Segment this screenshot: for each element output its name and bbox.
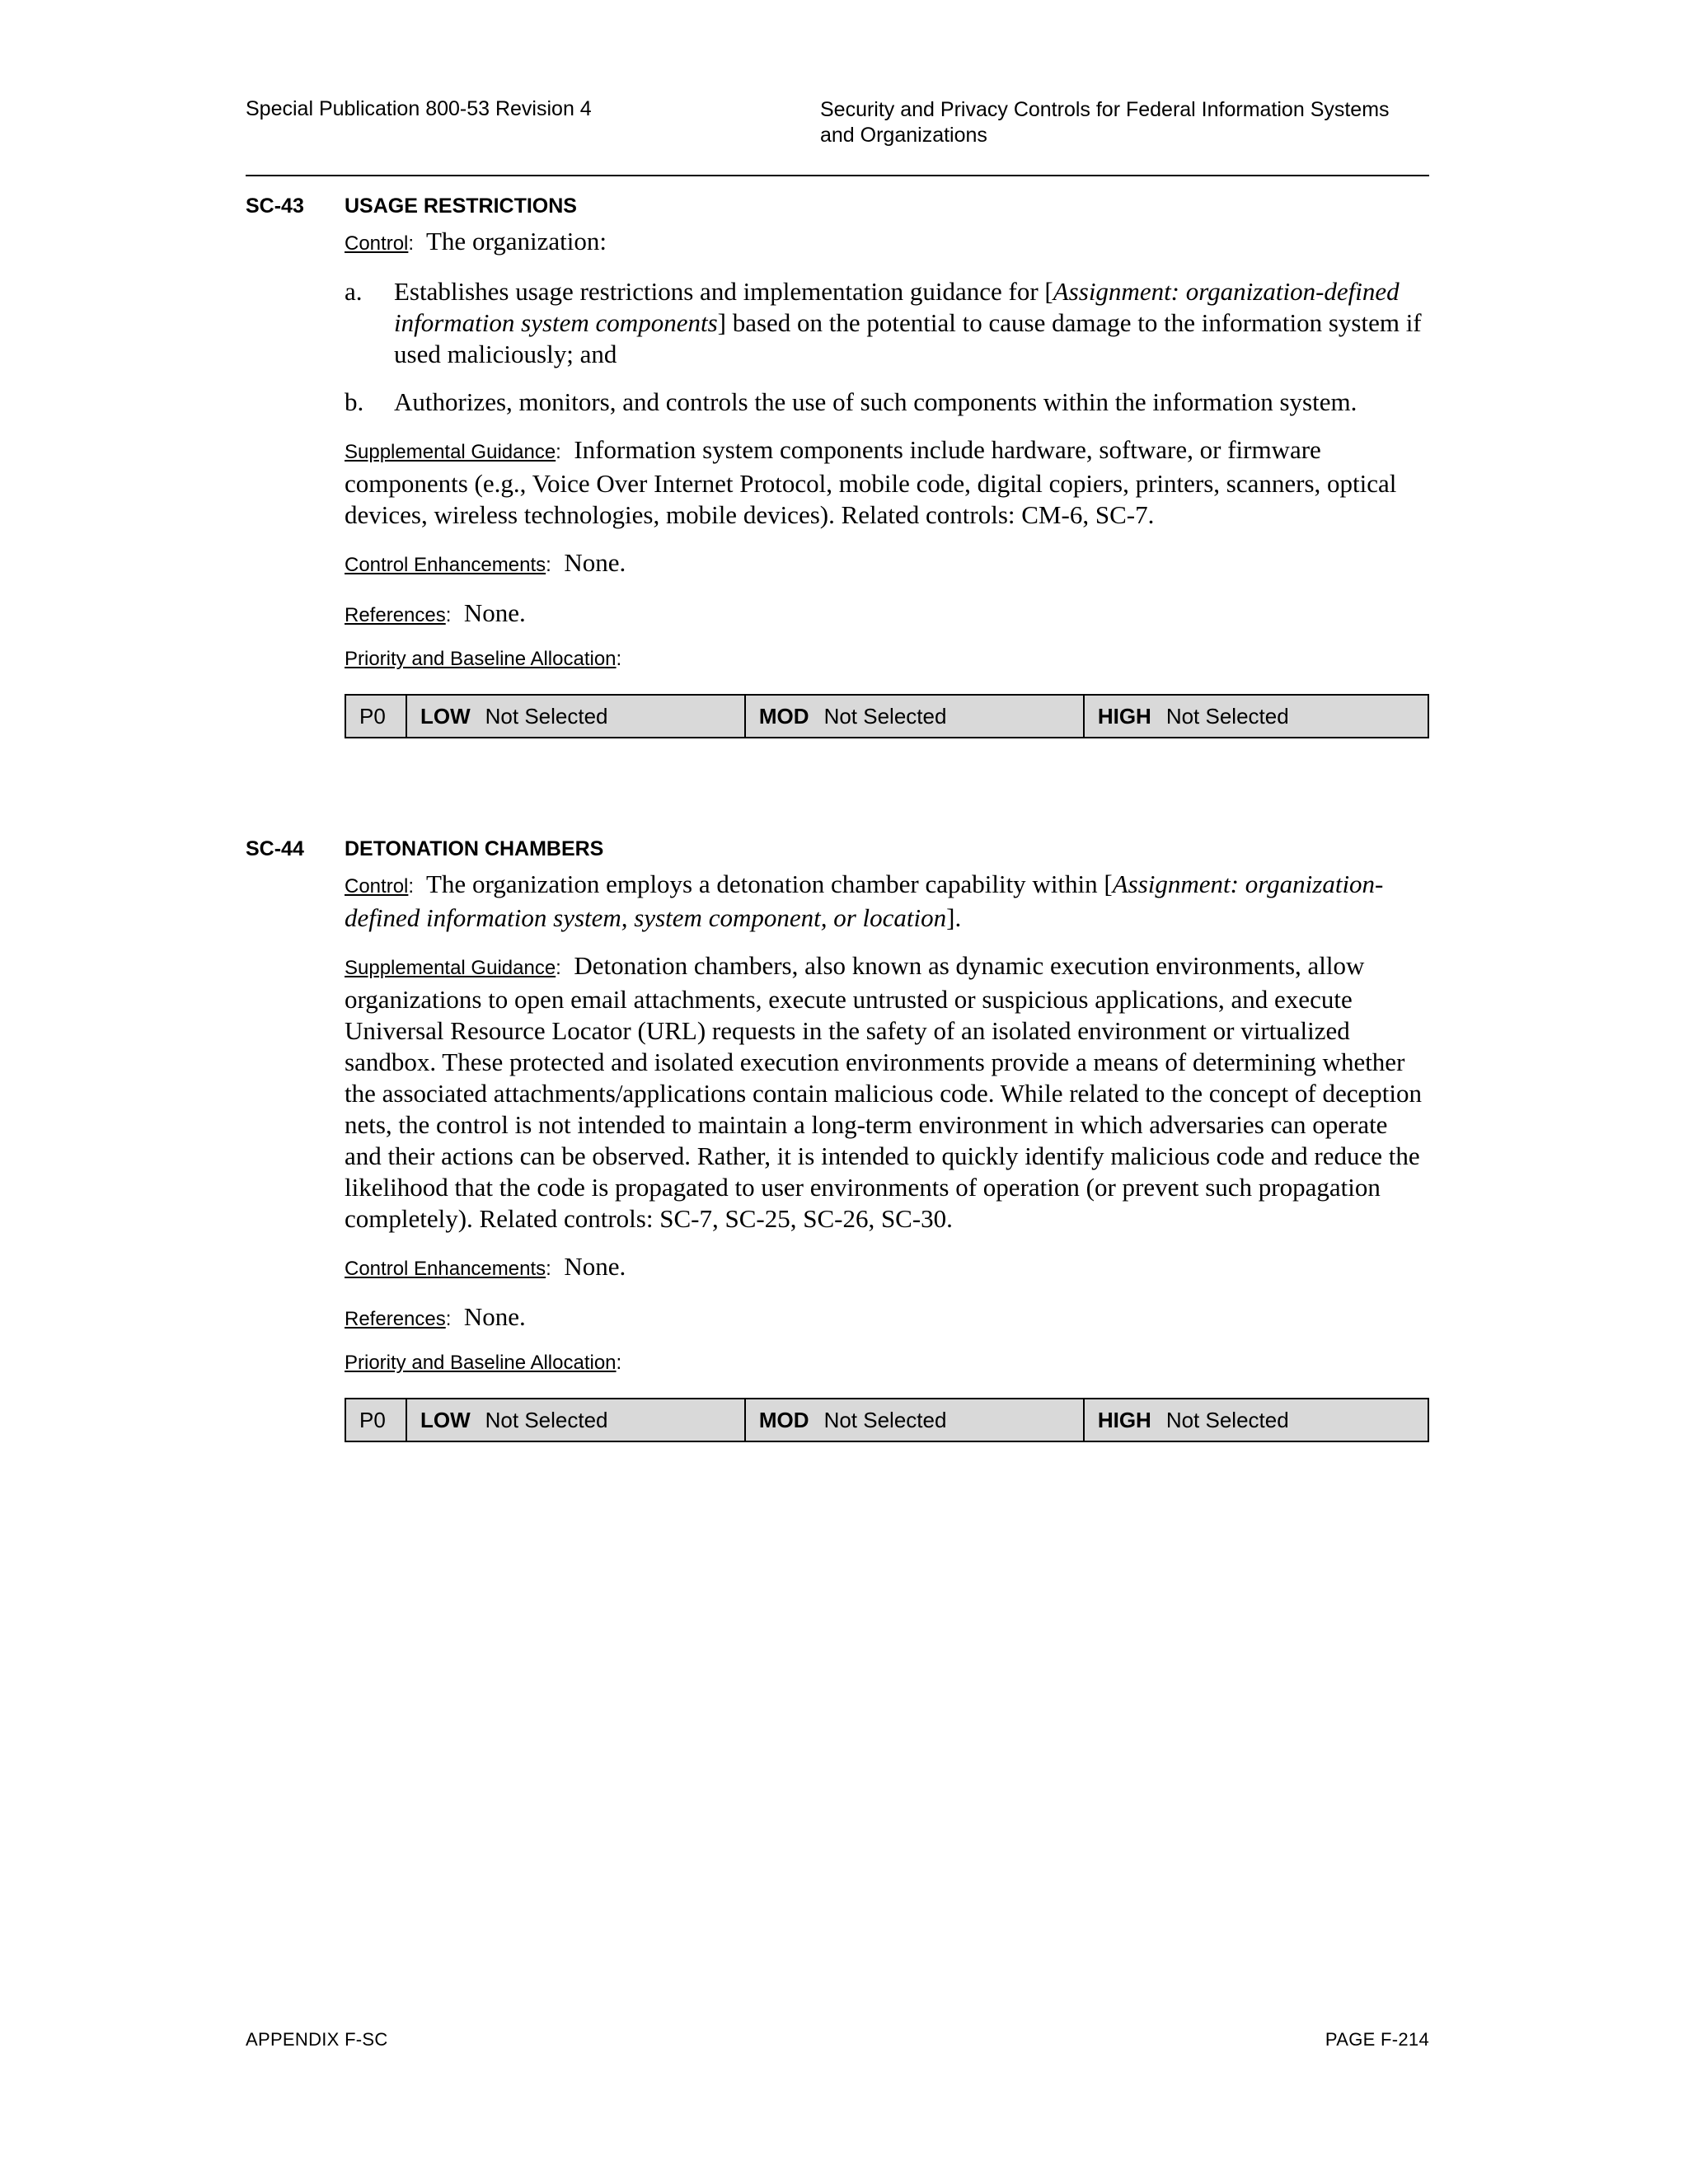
mod-value: Not Selected	[823, 1407, 947, 1432]
section-heading	[246, 837, 1429, 867]
control-id: SC-43	[246, 194, 304, 218]
table-row	[345, 1399, 1428, 1441]
item-text-post: ] based on the potential to cause damage to the information system if used maliciously; and	[394, 308, 1422, 368]
control-enhancements: Control Enhancements: None.	[345, 1252, 626, 1281]
header-document-title-line1: Security and Privacy Controls for Federal Information Systems	[820, 98, 1390, 121]
section-heading	[246, 194, 1429, 224]
mod-label: MOD	[758, 703, 809, 729]
references-text: None.	[463, 1302, 526, 1331]
references-label: References	[345, 1308, 446, 1330]
control-label: Control	[345, 232, 409, 255]
priority-heading: Priority and Baseline Allocation:	[345, 648, 622, 670]
references-label: References	[345, 604, 446, 626]
control-title: USAGE RESTRICTIONS	[345, 194, 577, 218]
control-item-a	[345, 276, 1429, 370]
table-row	[345, 695, 1428, 738]
control-text-pre: The organization employs a detonation chamber capability within [	[426, 869, 1113, 898]
control-text: The organization:	[426, 227, 607, 255]
references: References: None.	[345, 1302, 526, 1331]
enhancements-text: None.	[564, 1252, 626, 1281]
high-value: Not Selected	[1165, 703, 1289, 729]
item-text: Authorizes, monitors, and controls the use of such components within the information system.	[394, 387, 1357, 416]
references: References: None.	[345, 598, 526, 627]
priority-baseline-table	[345, 1398, 1429, 1442]
item-marker: b.	[345, 387, 364, 416]
enhancements-label: Control Enhancements	[345, 1258, 546, 1280]
supplemental-guidance: Supplemental Guidance: Information system components include hardware, software, or firmware components (e.g., Voice Over Internet Protocol, mobile code, digital copiers, printers, scanners, optical devices, wireless technologies, mobile devices). Related controls: CM-6, SC-7.	[345, 435, 1397, 529]
item-assignment: Assignment: organization-defined information system components	[394, 277, 1400, 337]
high-baseline-cell	[1084, 695, 1428, 738]
header-divider	[246, 175, 1429, 176]
high-value: Not Selected	[1165, 1407, 1289, 1432]
enhancements-label: Control Enhancements	[345, 554, 546, 576]
control-section-sc-43	[246, 194, 1429, 738]
low-label: LOW	[420, 703, 471, 729]
mod-value: Not Selected	[823, 703, 947, 729]
header-publication-title: Special Publication 800-53 Revision 4	[246, 97, 592, 120]
high-label: HIGH	[1097, 1407, 1151, 1432]
high-baseline-cell	[1084, 1399, 1428, 1441]
header-document-title	[820, 97, 1390, 148]
control-statement: Control: The organization employs a detonation chamber capability within [Assignment: organization-defined information system, system component, or location].	[345, 869, 1384, 932]
guidance-label: Supplemental Guidance	[345, 957, 556, 979]
high-label: HIGH	[1097, 703, 1151, 729]
priority-cell: P0	[345, 695, 406, 738]
priority-cell: P0	[345, 1399, 406, 1441]
references-text: None.	[463, 598, 526, 627]
section-body	[345, 869, 1429, 1442]
control-section-sc-44	[246, 837, 1429, 1442]
control-statement: Control: The organization:	[345, 227, 607, 255]
guidance-text: Information system components include hardware, software, or firmware components (e.g., Voice Over Internet Protocol, mobile code, digital copiers, printers, scanners, optical devices, wireless technologies, mobile devices). Related controls: CM-6, SC-7.	[345, 435, 1397, 529]
priority-label: Priority and Baseline Allocation	[345, 648, 617, 670]
mod-baseline-cell	[745, 1399, 1084, 1441]
item-marker: a.	[345, 277, 363, 306]
low-baseline-cell	[406, 1399, 745, 1441]
item-text-pre: Establishes usage restrictions and implementation guidance for [	[394, 277, 1053, 306]
page-number: PAGE F-214	[1325, 2029, 1429, 2050]
control-title: DETONATION CHAMBERS	[345, 837, 604, 860]
mod-label: MOD	[758, 1407, 809, 1432]
footer-appendix: APPENDIX F-SC	[246, 2029, 388, 2050]
mod-baseline-cell	[745, 695, 1084, 738]
control-label: Control	[345, 875, 409, 898]
supplemental-guidance: Supplemental Guidance: Detonation chambers, also known as dynamic execution environments, allow organizations to open email attachments, execute untrusted or suspicious applications, and execute Universal Resource Locator (URL) requests in the safety of an isolated environment or virtualized sandbox. These protected and isolated execution environments provide a means of determining whether the associated attachments/applications contain malicious code. While related to the concept of deception nets, the control is not intended to maintain a long-term environment in which adversaries can operate and their actions can be observed. Rather, it is intended to quickly identify malicious code and reduce the likelihood that the code is propagated to user environments of operation (or prevent such propagation completely). Related controls: SC-7, SC-25, SC-26, SC-30.	[345, 951, 1422, 1233]
low-value: Not Selected	[485, 1407, 608, 1432]
low-value: Not Selected	[485, 703, 608, 729]
control-id: SC-44	[246, 837, 304, 860]
header-document-title-line2: and Organizations	[820, 124, 987, 147]
control-item-b	[345, 387, 1429, 418]
low-label: LOW	[420, 1407, 471, 1432]
guidance-text: Detonation chambers, also known as dynamic execution environments, allow organizations to open email attachments, execute untrusted or suspicious applications, and execute Universal Resource Locator (URL) requests in the safety of an isolated environment or virtualized sandbox. These protected and isolated execution environments provide a means of determining whether the associated attachments/applications contain malicious code. While related to the concept of deception nets, the control is not intended to maintain a long-term environment in which adversaries can operate and their actions can be observed. Rather, it is intended to quickly identify malicious code and reduce the likelihood that the code is propagated to user environments of operation (or prevent such propagation completely). Related controls: SC-7, SC-25, SC-26, SC-30.	[345, 951, 1422, 1233]
priority-heading: Priority and Baseline Allocation:	[345, 1352, 622, 1374]
priority-baseline-table	[345, 694, 1429, 738]
guidance-label: Supplemental Guidance	[345, 441, 556, 463]
control-assignment: Assignment: organization-defined information system, system component, or location	[345, 869, 1384, 932]
control-text-post: ].	[946, 903, 962, 932]
section-body	[345, 226, 1429, 738]
page-header	[246, 97, 1429, 176]
low-baseline-cell	[406, 695, 745, 738]
control-enhancements: Control Enhancements: None.	[345, 548, 626, 577]
enhancements-text: None.	[564, 548, 626, 577]
priority-label: Priority and Baseline Allocation	[345, 1352, 617, 1374]
